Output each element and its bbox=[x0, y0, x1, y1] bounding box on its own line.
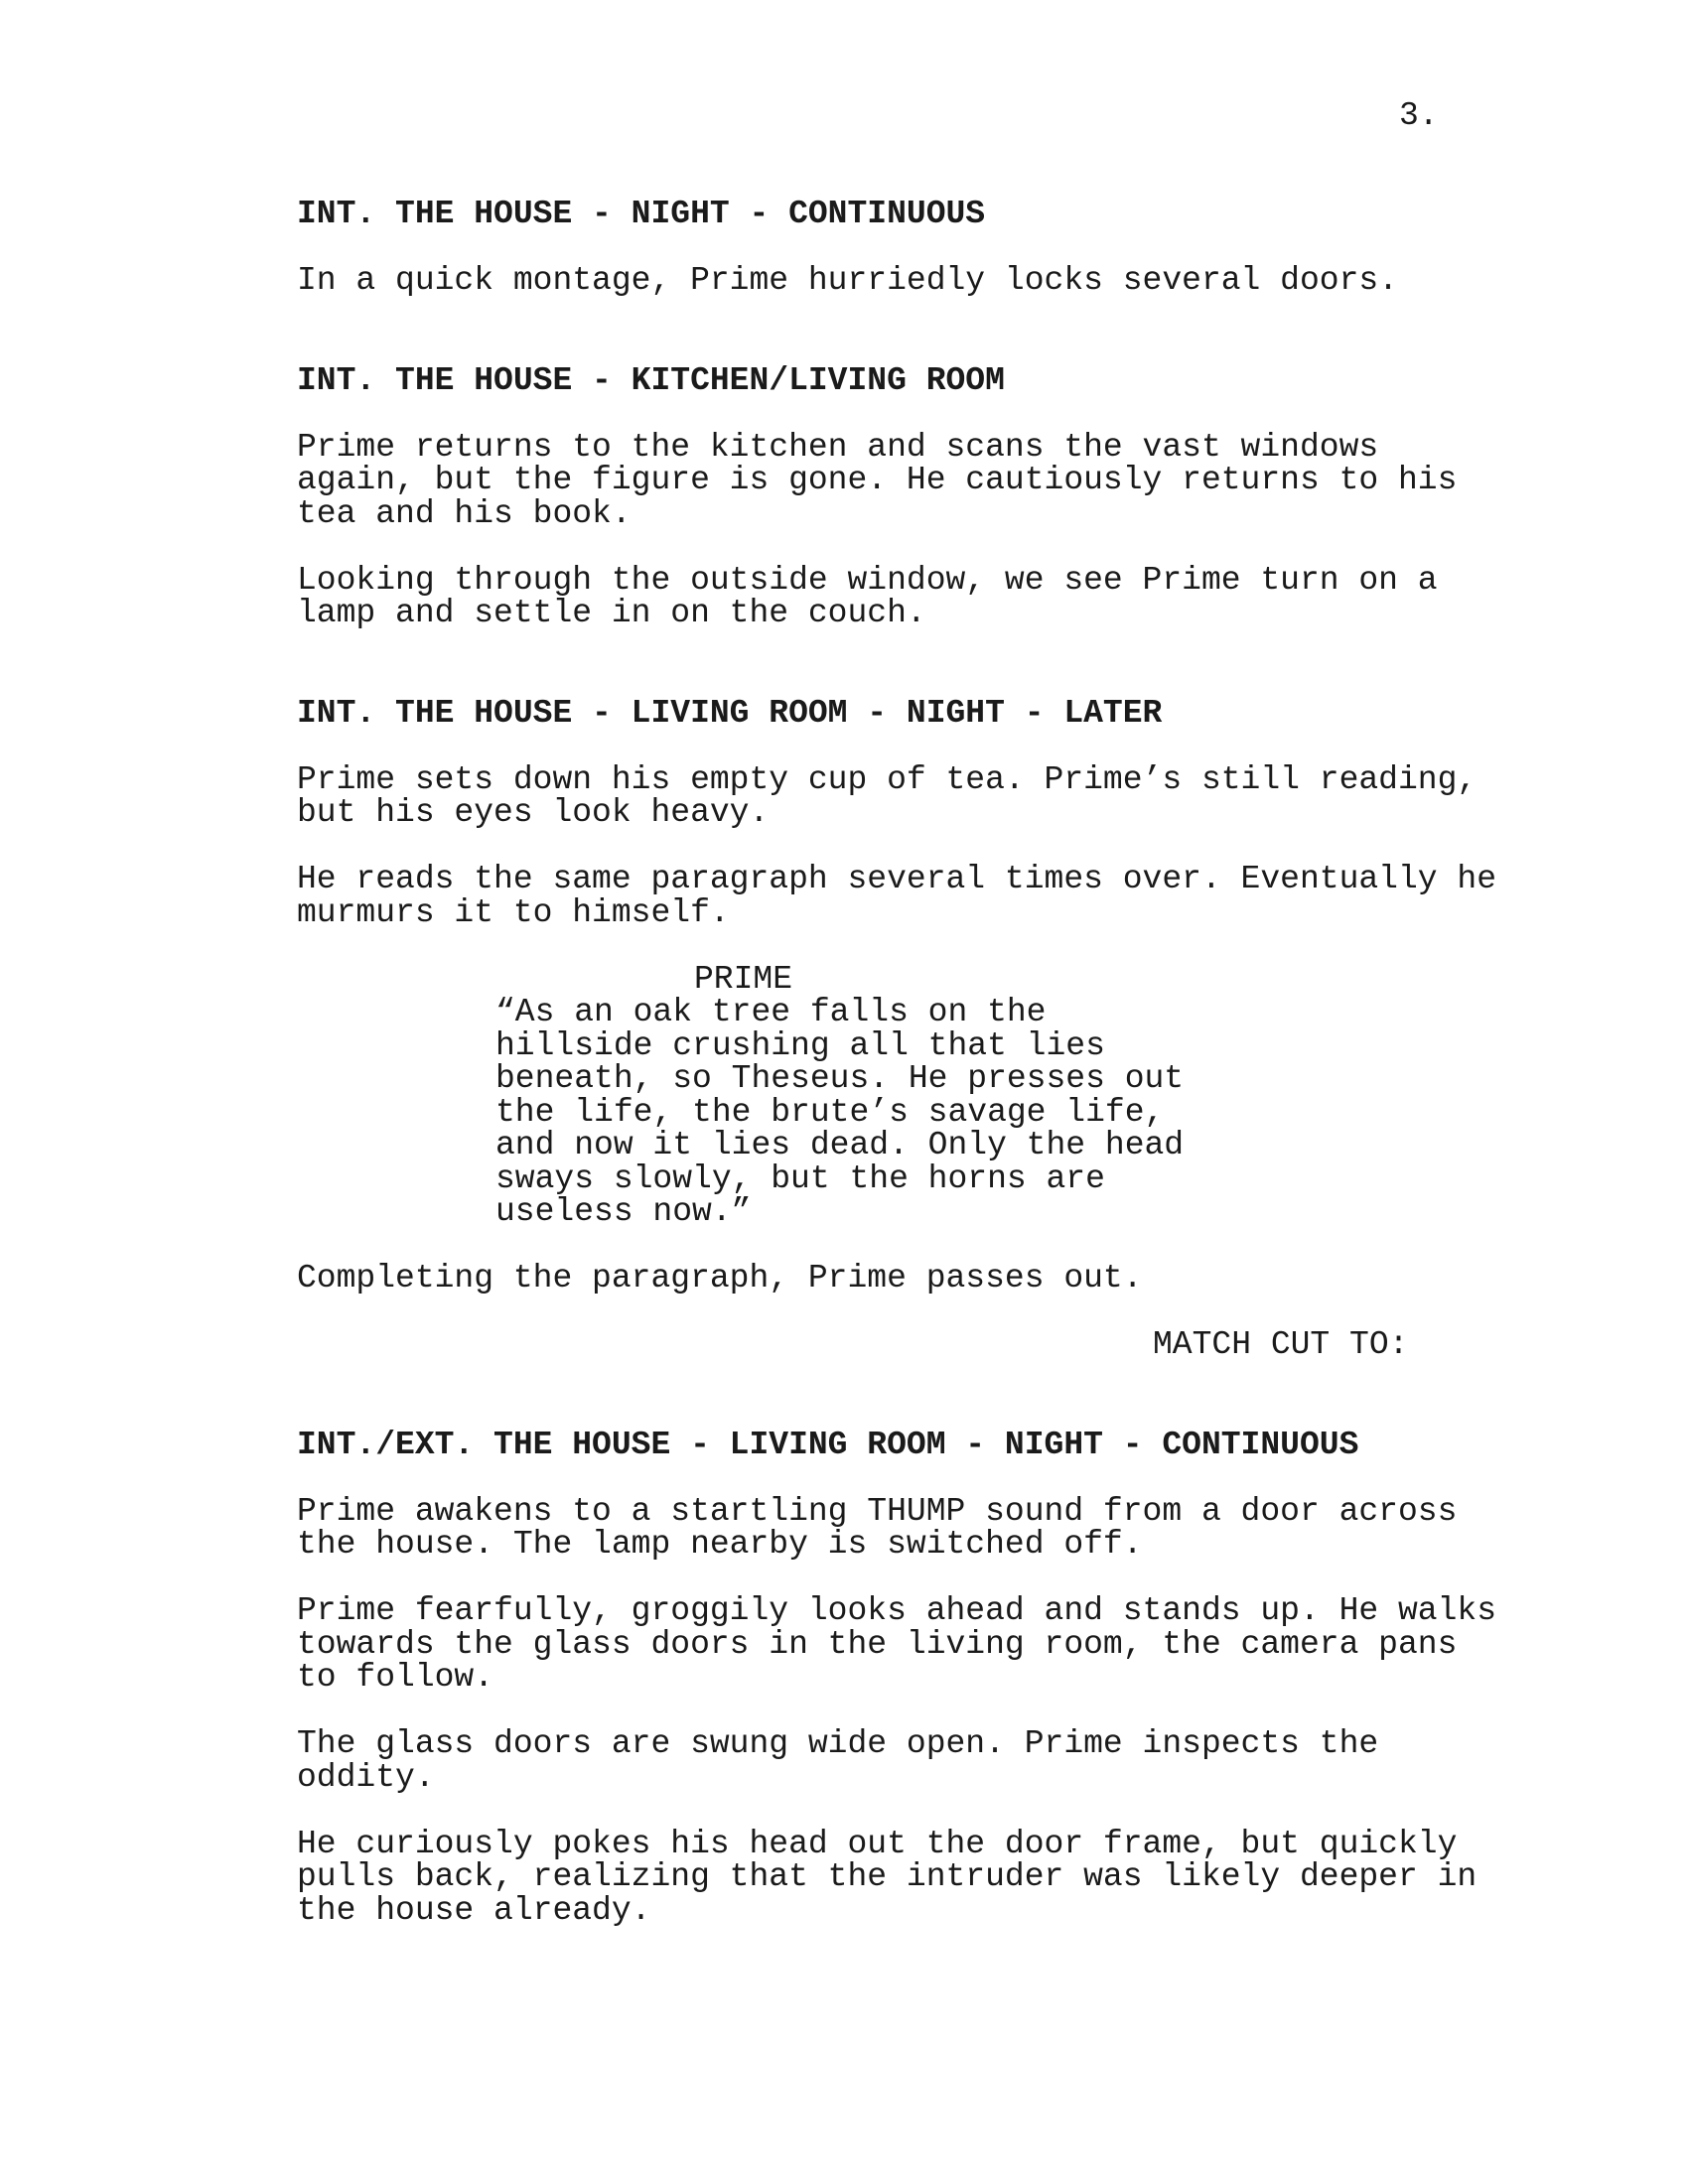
action-paragraph: He reads the same paragraph several times over. Eventually he murmurs it to himself. bbox=[297, 861, 1496, 931]
page-number: 3. bbox=[1399, 97, 1439, 134]
dialogue-block bbox=[297, 960, 1488, 1230]
character-name: PRIME bbox=[694, 960, 793, 998]
action-paragraph: Prime returns to the kitchen and scans the vast windows again, but the figure is gone. He cautiously returns to his tea and his book. bbox=[297, 428, 1458, 532]
action-paragraph: He curiously pokes his head out the door frame, but quickly pulls back, realizing that the intruder was likely deeper in the house already. bbox=[297, 1825, 1477, 1929]
action-paragraph: The glass doors are swung wide open. Prime inspects the oddity. bbox=[297, 1725, 1379, 1796]
action-paragraph: Looking through the outside window, we see Prime turn on a lamp and settle in on the couch. bbox=[297, 561, 1438, 631]
action-paragraph: In a quick montage, Prime hurriedly locks several doors. bbox=[297, 262, 1398, 299]
script-body bbox=[297, 196, 1496, 1929]
action-paragraph: Completing the paragraph, Prime passes out. bbox=[297, 1260, 1143, 1297]
scene-heading: INT. THE HOUSE - NIGHT - CONTINUOUS bbox=[297, 196, 986, 232]
scene-heading: INT./EXT. THE HOUSE - LIVING ROOM - NIGHT - CONTINUOUS bbox=[297, 1426, 1359, 1463]
scene-heading: INT. THE HOUSE - LIVING ROOM - NIGHT - LATER bbox=[297, 694, 1163, 732]
action-paragraph: Prime awakens to a startling THUMP sound from a door across the house. The lamp nearby is switched off. bbox=[297, 1492, 1458, 1563]
dialogue-text: “As an oak tree falls on the hillside crushing all that lies beneath, so Theseus. He presses out the life, the brute’s savage life, and now it lies dead. Only the head sways slowly, but the horns are useless now.” bbox=[495, 994, 1185, 1230]
action-paragraph: Prime sets down his empty cup of tea. Prime’s still reading, but his eyes look heavy. bbox=[297, 760, 1477, 831]
action-paragraph: Prime fearfully, groggily looks ahead and stands up. He walks towards the glass doors in the living room, the camera pans to follow. bbox=[297, 1592, 1496, 1696]
scene-heading: INT. THE HOUSE - KITCHEN/LIVING ROOM bbox=[297, 361, 1005, 399]
transition: MATCH CUT TO: bbox=[1153, 1326, 1409, 1363]
